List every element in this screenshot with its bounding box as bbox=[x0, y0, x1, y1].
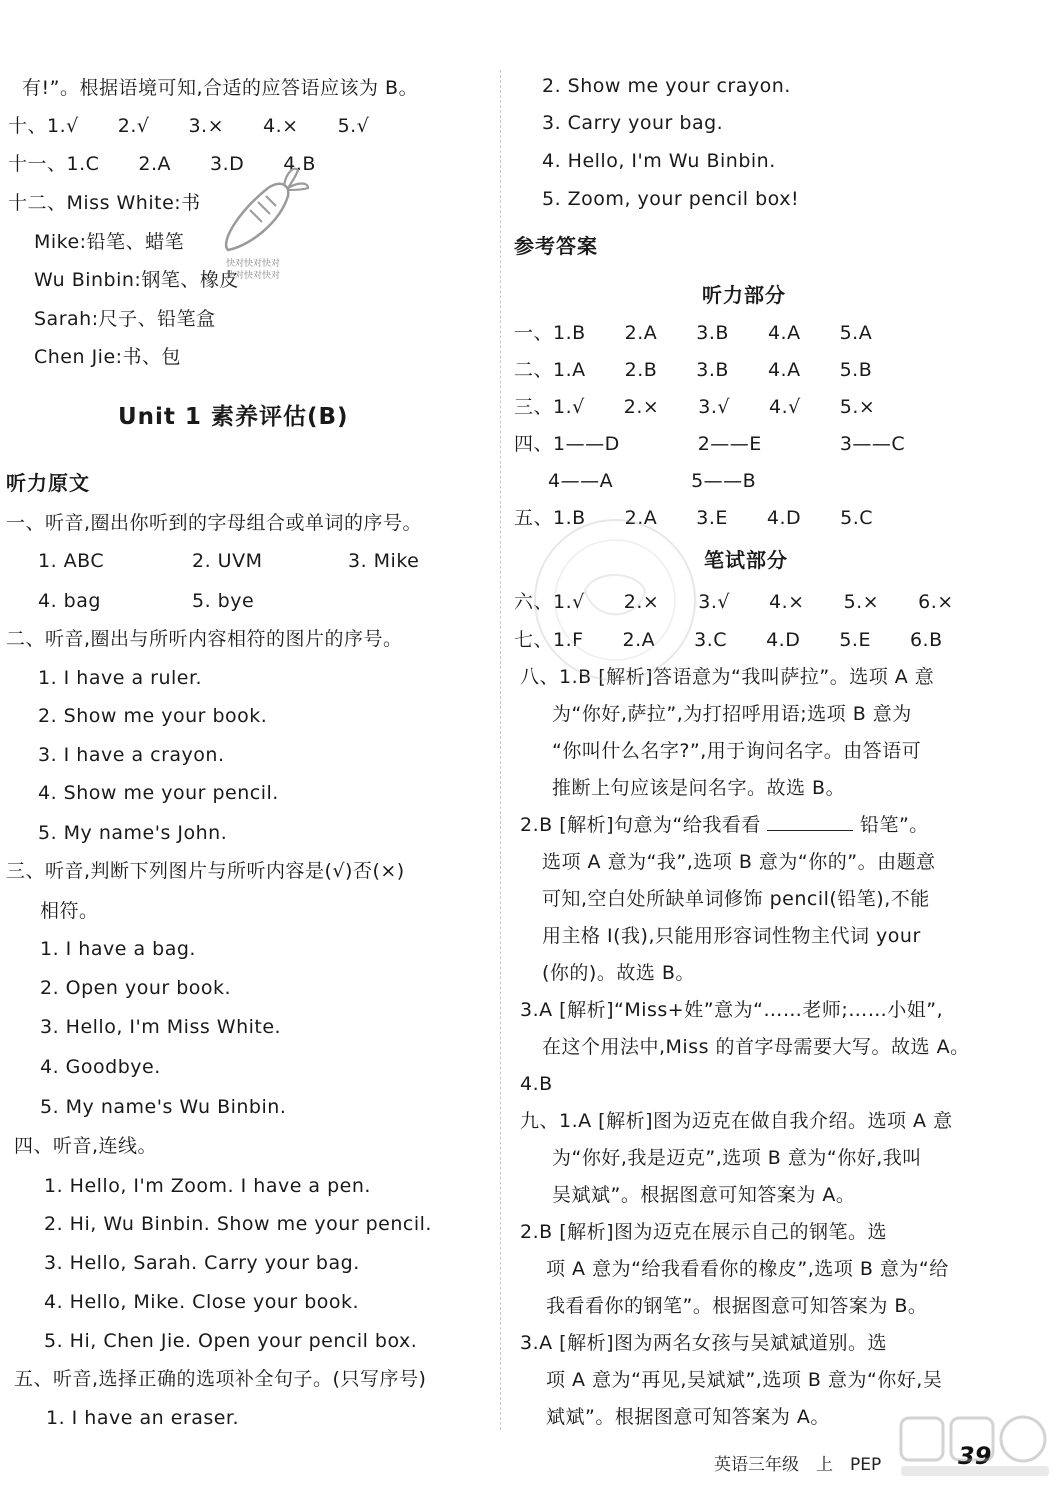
answer-line: 十二、Miss White:书 bbox=[8, 192, 201, 214]
list-item: 4. Hello, Mike. Close your book. bbox=[44, 1291, 360, 1313]
answer-line: 六、1.√ 2.× 3.√ 4.× 5.× 6.× bbox=[514, 591, 954, 613]
explanation-line: 2.B [解析]图为迈克在展示自己的钢笔。选 bbox=[520, 1221, 888, 1243]
answer-line: 一、1.B 2.A 3.B 4.A 5.A bbox=[514, 322, 873, 344]
carrot-watermark-icon bbox=[210, 158, 320, 268]
answer-line: Sarah:尺子、铅笔盒 bbox=[34, 308, 216, 330]
list-item: 3. Hello, Sarah. Carry your bag. bbox=[44, 1252, 360, 1274]
list-item: 4. Show me your pencil. bbox=[38, 782, 279, 804]
section-subtitle: 笔试部分 bbox=[704, 548, 788, 572]
answer-line: 七、1.F 2.A 3.C 4.D 5.E 6.B bbox=[514, 629, 943, 651]
list-item: 4. bag bbox=[38, 590, 101, 612]
question-heading: 二、听音,圈出与所听内容相符的图片的序号。 bbox=[6, 628, 403, 650]
explanation-line: 九、1.A [解析]图为迈克在做自我介绍。选项 A 意 bbox=[520, 1110, 953, 1132]
list-item: 1. I have an eraser. bbox=[46, 1407, 240, 1429]
page-number: 39 bbox=[958, 1442, 992, 1470]
explanation-line: 斌斌”。根据图意可知答案为 A。 bbox=[546, 1406, 830, 1428]
explanation-text: 铅笔”。 bbox=[859, 814, 929, 836]
answer-line: 有!”。根据语境可知,合适的应答语应该为 B。 bbox=[22, 77, 419, 99]
explanation-line: 用主格 I(我),只能用形容词性物主代词 your bbox=[542, 925, 921, 947]
list-item: 1. I have a ruler. bbox=[38, 667, 203, 689]
list-item: 1. I have a bag. bbox=[40, 938, 196, 960]
explanation-line: 在这个用法中,Miss 的首字母需要大写。故选 A。 bbox=[542, 1036, 970, 1058]
explanation-line: 3.A [解析]“Miss+姓”意为“……老师;……小姐”, bbox=[520, 999, 944, 1021]
footer-label: 英语三年级 上 PEP bbox=[714, 1455, 882, 1475]
seal-watermark-icon bbox=[515, 500, 715, 700]
explanation-text: 2.B [解析]句意为“给我看看 bbox=[520, 814, 761, 836]
list-item: 1. Hello, I'm Zoom. I have a pen. bbox=[44, 1175, 371, 1197]
list-item: 3. Carry your bag. bbox=[542, 112, 724, 134]
list-item: 1. ABC bbox=[38, 550, 105, 572]
list-item: 5. My name's Wu Binbin. bbox=[40, 1096, 287, 1118]
list-item: 2. Open your book. bbox=[40, 977, 232, 999]
explanation-line: “你叫什么名字?”,用于询问名字。由答语可 bbox=[552, 740, 922, 762]
list-item: 3. Hello, I'm Miss White. bbox=[40, 1016, 282, 1038]
list-item: 2. Show me your crayon. bbox=[542, 75, 791, 97]
explanation-line: 可知,空白处所缺单词修饰 pencil(铅笔),不能 bbox=[542, 888, 930, 910]
explanation-line: 选项 A 意为“我”,选项 B 意为“你的”。由题意 bbox=[542, 851, 936, 873]
answer-line: 三、1.√ 2.× 3.√ 4.√ 5.× bbox=[514, 396, 876, 418]
explanation-line: (你的)。故选 B。 bbox=[542, 962, 695, 984]
list-item: 5. Hi, Chen Jie. Open your pencil box. bbox=[44, 1330, 418, 1352]
list-item: 4. Goodbye. bbox=[40, 1056, 161, 1078]
explanation-line: 项 A 意为“再见,吴斌斌”,选项 B 意为“你好,吴 bbox=[546, 1369, 943, 1391]
list-item: 2. Show me your book. bbox=[38, 705, 268, 727]
answer-line: Chen Jie:书、包 bbox=[34, 346, 182, 368]
list-item: 3. Mike bbox=[348, 550, 420, 572]
question-heading: 五、听音,选择正确的选项补全句子。(只写序号) bbox=[14, 1368, 427, 1390]
watermark-text: 快对快对快对 快对快对快对 bbox=[226, 259, 281, 281]
explanation-line: 吴斌斌”。根据图意可知答案为 A。 bbox=[552, 1184, 856, 1206]
section-title: 参考答案 bbox=[514, 234, 598, 258]
list-item: 2. Hi, Wu Binbin. Show me your pencil. bbox=[44, 1213, 432, 1235]
list-item: 5. Zoom, your pencil box! bbox=[542, 188, 800, 210]
explanation-line: 3.A [解析]图为两名女孩与吴斌斌道别。选 bbox=[520, 1332, 887, 1354]
section-subtitle: 听力部分 bbox=[702, 283, 786, 307]
answer-line: 二、1.A 2.B 3.B 4.A 5.B bbox=[514, 359, 873, 381]
fill-blank bbox=[767, 812, 853, 831]
list-item: 3. I have a crayon. bbox=[38, 744, 225, 766]
question-heading: 一、听音,圈出你听到的字母组合或单词的序号。 bbox=[6, 512, 423, 534]
answer-line: 五、1.B 2.A 3.E 4.D 5.C bbox=[514, 507, 874, 529]
list-item: 4. Hello, I'm Wu Binbin. bbox=[542, 150, 776, 172]
list-item: 2. UVM bbox=[192, 550, 263, 572]
answer-line: 4——A 5——B bbox=[548, 470, 757, 492]
question-heading: 三、听音,判断下列图片与所听内容是(√)否(×) bbox=[6, 860, 405, 882]
explanation-line: 我看看你的钢笔”。根据图意可知答案为 B。 bbox=[546, 1295, 928, 1317]
section-title: 听力原文 bbox=[6, 471, 90, 495]
answer-line: 四、1——D 2——E 3——C bbox=[514, 433, 906, 455]
explanation-line bbox=[520, 812, 929, 838]
answer-line: Mike:铅笔、蜡笔 bbox=[34, 231, 185, 253]
unit-title: Unit 1 素养评估(B) bbox=[118, 404, 349, 430]
answer-line: 十一、1.C 2.A 3.D 4.B bbox=[8, 153, 316, 175]
question-heading: 四、听音,连线。 bbox=[14, 1135, 158, 1157]
list-item: 5. My name's John. bbox=[38, 822, 228, 844]
explanation-line: 项 A 意为“给我看看你的橡皮”,选项 B 意为“给 bbox=[546, 1258, 949, 1280]
brand-watermark-icon bbox=[895, 1412, 1055, 1482]
answer-line: Wu Binbin:钢笔、橡皮 bbox=[34, 269, 239, 291]
list-item: 5. bye bbox=[192, 590, 255, 612]
explanation-line: 4.B bbox=[520, 1073, 553, 1095]
column-divider bbox=[500, 70, 501, 1430]
answer-line: 十、1.√ 2.√ 3.× 4.× 5.√ bbox=[8, 115, 370, 137]
explanation-line: 推断上句应该是问名字。故选 B。 bbox=[552, 777, 846, 799]
explanation-line: 为“你好,我是迈克”,选项 B 意为“你好,我叫 bbox=[552, 1147, 922, 1169]
explanation-line: 八、1.B [解析]答语意为“我叫萨拉”。选项 A 意 bbox=[520, 666, 935, 688]
question-heading: 相符。 bbox=[40, 900, 99, 922]
explanation-line: 为“你好,萨拉”,为打招呼用语;选项 B 意为 bbox=[552, 703, 912, 725]
